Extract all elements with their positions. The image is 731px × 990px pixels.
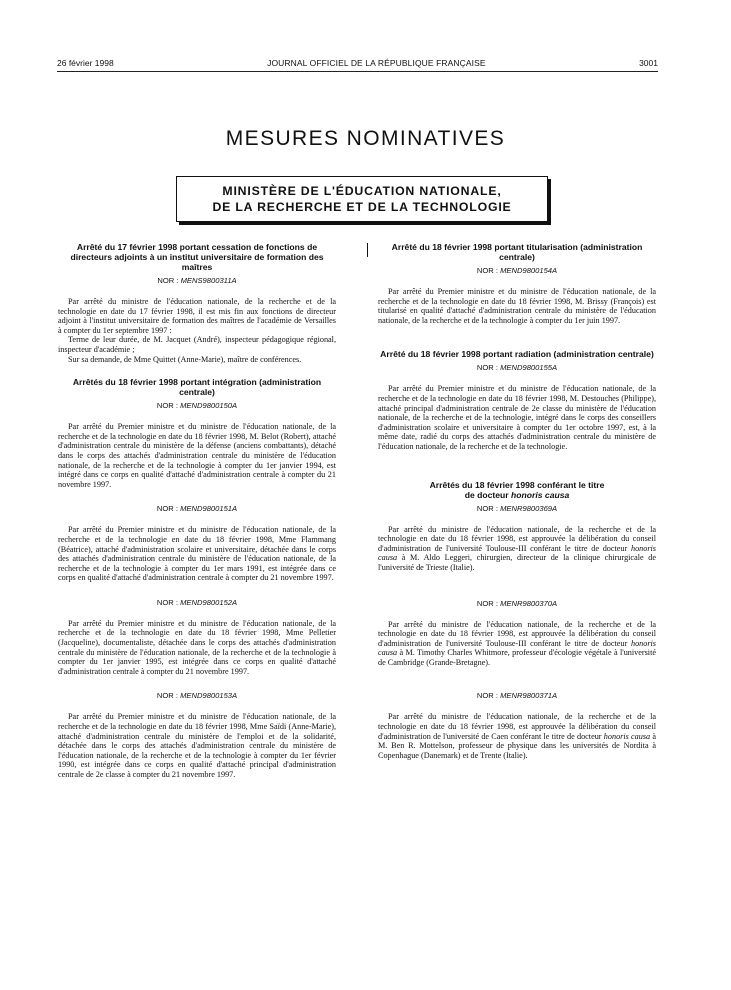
nor-reference xyxy=(378,266,656,276)
article-heading: Arrêtés du 18 février 1998 portant intégration (administration centrale) xyxy=(72,377,322,398)
heading-emphasis: honoris causa xyxy=(511,489,570,500)
nor-code: MEND9800150A xyxy=(180,401,238,411)
heading-line: Arrêtés du 18 février 1998 conférant le titre xyxy=(429,479,605,490)
nor-label: NOR : xyxy=(476,266,498,275)
article-paragraph xyxy=(378,620,656,668)
article-paragraph: Par arrêté du Premier ministre et du ministre de l'éducation nationale, de la recherche et de la technologie en date du 18 février 1998, Mme Saïdi (Anne-Marie), attaché d'administration centrale du ministère de l'emploi et de la solidarité, détachée dans le corps des attachés d'administration centrale du ministère de l'éducation nationale, de la recherche et de la technologie à compter du 1er février 1990, est intégrée dans ce corps en qualité d'attaché principal d'administration centrale de 2e classe à compter du 21 novembre 1997. xyxy=(58,712,336,779)
article-heading xyxy=(378,480,656,500)
nor-label: NOR : xyxy=(156,401,178,411)
text-run: à M. Ben R. Mottelson, professeur de physique dans les universités de Nordita à Copenhague (Danemark) et de Trente (Italie). xyxy=(378,731,657,760)
text-emphasis: honoris causa xyxy=(603,731,651,741)
heading-prefix: de docteur xyxy=(464,489,509,500)
nor-code: MEND9800151A xyxy=(180,504,238,514)
nor-code: MEND9800152A xyxy=(180,597,238,607)
article-paragraph: Terme de leur durée, de M. Jacquet (André), inspecteur pédagogique régional, inspecteur d'académie ; xyxy=(58,335,336,354)
nor-reference xyxy=(378,691,656,701)
article-paragraph: Par arrêté du Premier ministre et du ministre de l'éducation nationale, de la recherche et de la technologie en date du 18 février 1998, M. Belot (Robert), attaché d'administration centrale du ministère de la défense (anciens combattants), détaché dans le corps des attachés d'administration centrale du ministère de l'éducation nationale, de la recherche et de la technologie à compter du 1er janvier 1994, est intégré dans ce corps en qualité d'attaché d'administration centrale à compter du 21 novembre 1997. xyxy=(58,422,336,489)
page-number: 3001 xyxy=(639,58,658,68)
nor-label: NOR : xyxy=(476,691,498,701)
right-column xyxy=(378,242,656,760)
text-emphasis: honoris causa xyxy=(378,638,656,658)
article-paragraph: Par arrêté du Premier ministre et du ministre de l'éducation nationale, de la recherche et de la technologie en date du 18 février 1998, M. Destouches (Philippe), attaché principal d'administration centrale de 2e classe du ministère de l'éducation nationale, de la recherche et de la technologie, intégré dans le corps des conseillers d'administration scolaire et universitaire à compter du 1er octobre 1997, est, à la même date, radié du corps des attachés d'administration centrale du ministère de l'éducation nationale, de la recherche et de la technologie. xyxy=(378,384,656,451)
section-title: MESURES NOMINATIVES xyxy=(225,127,506,150)
text-run: Par arrêté du ministre de l'éducation nationale, de la recherche et de la technologie en date du 18 février 1998, est approuvée la délibération du conseil d'administration de l'université de Caen conférant le titre de docteur xyxy=(378,712,656,741)
nor-reference xyxy=(58,276,336,286)
nor-code: MEND9800154A xyxy=(500,266,558,275)
text-run: Par arrêté du ministre de l'éducation nationale, de la recherche et de la technologie en date du 18 février 1998, est approuvée la délibération du conseil d'administration de l'université Toulouse-III conférant le titre de docteur xyxy=(378,524,656,553)
article-heading: Arrêté du 18 février 1998 portant radiation (administration centrale) xyxy=(380,349,654,360)
nor-label: NOR : xyxy=(476,503,498,513)
nor-label: NOR : xyxy=(156,597,178,607)
ministry-line-2: DE LA RECHERCHE ET DE LA TECHNOLOGIE xyxy=(212,200,512,214)
article-paragraph: Par arrêté du Premier ministre et du ministre de l'éducation nationale, de la recherche et de la technologie en date du 18 février 1998, Mme Pelletier (Jacqueline), documentaliste, détachée dans le corps des attachés d'administration centrale du ministère de l'éducation nationale, de la recherche et de la technologie à compter du 1er janvier 1995, est intégrée dans ce corps en qualité d'attaché d'administration centrale à compter du 21 novembre 1997. xyxy=(58,618,336,676)
nor-label: NOR : xyxy=(156,504,178,514)
nor-code: MEND9800155A xyxy=(500,363,558,373)
text-run: à M. Timothy Charles Whitmore, professeur d'écologie végétale à l'université de Cambridge (Grande-Bretagne). xyxy=(378,648,656,667)
text-run: à M. Aldo Leggeri, chirurgien, directeur de la clinique chirurgicale de l'université de Trieste (Italie). xyxy=(378,553,656,572)
nor-code: MEND9800153A xyxy=(180,691,238,701)
nor-code: MENS9800311A xyxy=(180,276,237,285)
running-head xyxy=(57,58,658,72)
nor-label: NOR : xyxy=(156,691,178,701)
journal-title: JOURNAL OFFICIEL DE LA RÉPUBLIQUE FRANÇAISE xyxy=(267,58,486,68)
left-column xyxy=(58,242,336,780)
article-paragraph: Par arrêté du ministre de l'éducation nationale, de la recherche et de la technologie en date du 17 février 1998, il est mis fin aux fonctions de directeur adjoint à l'institut universitaire de formation des maîtres de l'académie de Versailles à compter du 1er septembre 1997 : xyxy=(58,297,336,335)
nor-reference xyxy=(58,504,336,514)
ministry-box xyxy=(176,176,548,222)
nor-code: MENR9800371A xyxy=(500,691,558,701)
article-paragraph: Sur sa demande, de Mme Quittet (Anne-Marie), maître de conférences. xyxy=(68,354,302,364)
nor-label: NOR : xyxy=(476,363,498,373)
nor-reference xyxy=(378,599,656,609)
article-paragraph: Par arrêté du Premier ministre et du ministre de l'éducation nationale, de la recherche et de la technologie en date du 18 février 1998, Mme Flammang (Béatrice), attaché d'administration scolaire et universitaire, détachée dans le corps des attachés d'administration centrale du ministère de l'éducation nationale, de la recherche et de la technologie à compter du 1er mars 1991, est intégrée dans ce corps en qualité d'attaché d'administration centrale à compter du 21 novembre 1997. xyxy=(58,525,336,583)
nor-code: MENR9800369A xyxy=(500,503,558,513)
column-divider xyxy=(367,243,368,257)
text-emphasis: honoris causa xyxy=(378,543,656,563)
nor-code: MENR9800370A xyxy=(500,598,558,608)
nor-reference xyxy=(58,691,336,701)
text-run: Par arrêté du ministre de l'éducation nationale, de la recherche et de la technologie en date du 18 février 1998, est approuvée la délibération du conseil d'administration de l'université Toulouse-III conférant le titre de docteur xyxy=(378,619,656,648)
article-heading: Arrêté du 18 février 1998 portant titularisation (administration centrale) xyxy=(391,242,643,262)
nor-reference xyxy=(378,363,656,373)
article-paragraph: Par arrêté du Premier ministre et du ministre de l'éducation nationale, de la recherche et de la technologie en date du 18 février 1998, M. Brissy (François) est titularisé en qualité d'attaché d'administration centrale du ministère de l'éducation nationale, de la recherche et de la technologie à compter du 1er juin 1997. xyxy=(378,287,656,325)
article-heading: Arrêté du 17 février 1998 portant cessation de fonctions de directeurs adjoints à un institut universitaire de formation des maîtres xyxy=(70,242,324,272)
nor-reference xyxy=(378,504,656,514)
nor-reference xyxy=(58,598,336,608)
nor-label: NOR : xyxy=(157,276,179,285)
nor-reference xyxy=(58,401,336,411)
issue-date: 26 février 1998 xyxy=(57,58,114,68)
ministry-line-1: MINISTÈRE DE L'ÉDUCATION NATIONALE, xyxy=(222,184,502,198)
article-paragraph xyxy=(378,712,656,760)
article-paragraph xyxy=(378,525,656,573)
nor-label: NOR : xyxy=(476,598,498,608)
